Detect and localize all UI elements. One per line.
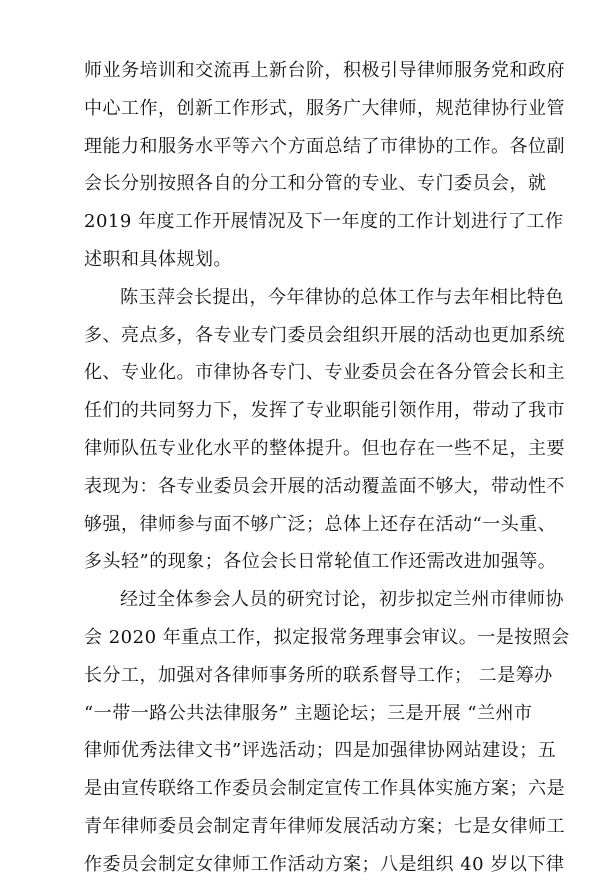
text-line: 化、专业化。市律协各专门、专业委员会在各分管会长和主	[84, 362, 565, 384]
text-line: 2019 年度工作开展情况及下一年度的工作计划进行了工作	[84, 211, 564, 233]
text-line: 会长分别按照各自的分工和分管的专业、专门委员会，就	[84, 173, 547, 195]
text-line: 律师队伍专业化水平的整体提升。但也存在一些不足，主要	[84, 437, 565, 459]
text-line: 会 2020 年重点工作，拟定报常务理事会审议。一是按照会	[84, 626, 570, 648]
text-line: 长分工，加强对各律师事务所的联系督导工作； 二是筹办	[84, 664, 553, 686]
text-line: 作委员会制定女律师工作活动方案；八是组织 40 岁以下律	[84, 853, 565, 875]
paragraph	[84, 279, 565, 581]
text-line: 多、亮点多，各专业专门委员会组织开展的活动也更加系统	[84, 324, 565, 346]
text-line: 中心工作，创新工作形式，服务广大律师，规范律协行业管	[84, 97, 565, 119]
text-line: 够强，律师参与面不够广泛；总体上还存在活动“一头重、	[84, 513, 557, 535]
paragraph	[84, 52, 565, 279]
text-line: 陈玉萍会长提出，今年律协的总体工作与去年相比特色	[120, 286, 564, 308]
paragraph	[84, 581, 570, 883]
text-line: 经过全体参会人员的研究讨论，初步拟定兰州市律师协	[120, 589, 564, 611]
text-line: 是由宣传联络工作委员会制定宣传工作具体实施方案；六是	[84, 778, 565, 800]
text-line: 任们的共同努力下，发挥了专业职能引领作用，带动了我市	[84, 400, 565, 422]
text-line: 律师优秀法律文书”评选活动；四是加强律协网站建设；五	[84, 740, 557, 762]
text-line: 表现为：各专业委员会开展的活动覆盖面不够大，带动性不	[84, 475, 565, 497]
text-line: 述职和具体规划。	[84, 248, 232, 270]
document-body	[84, 52, 570, 884]
text-line: 青年律师委员会制定青年律师发展活动方案；七是女律师工	[84, 815, 565, 837]
text-line: 师业务培训和交流再上新台阶，积极引导律师服务党和政府	[84, 60, 565, 81]
text-line: 多头轻”的现象；各位会长日常轮值工作还需改进加强等。	[84, 551, 557, 573]
text-line: 理能力和服务水平等六个方面总结了市律协的工作。各位副	[84, 135, 565, 157]
text-line: “一带一路公共法律服务” 主题论坛；三是开展 “兰州市	[84, 702, 533, 724]
